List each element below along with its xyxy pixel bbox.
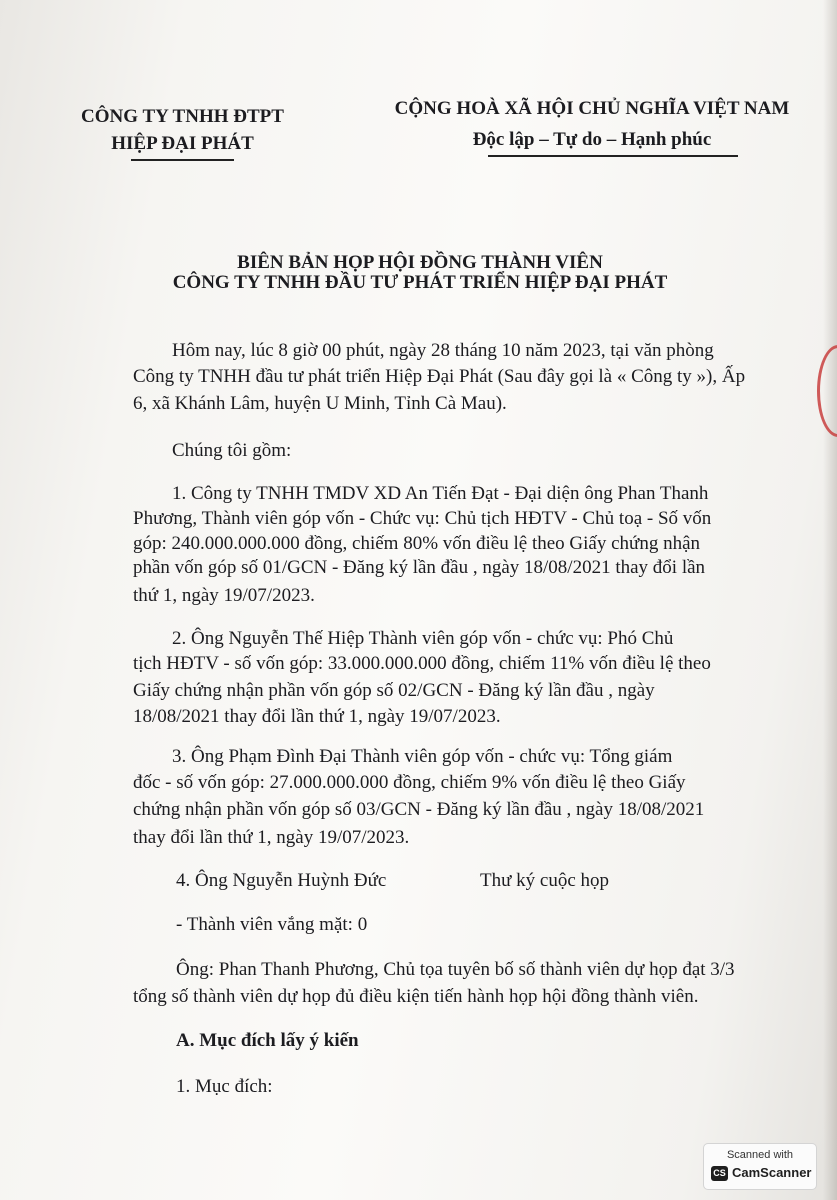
member3-line: chứng nhận phần vốn góp số 03/GCN - Đăng ký lần đầu , ngày 18/08/2021 — [133, 799, 705, 820]
member4-role: Thư ký cuộc họp — [480, 870, 610, 891]
attendees-label: Chúng tôi gồm: — [172, 440, 292, 461]
intro-line: Hôm nay, lúc 8 giờ 00 phút, ngày 28 tháng 10 năm 2023, tại văn phòng — [172, 340, 714, 361]
company-name-line2: HIỆP ĐẠI PHÁT — [111, 133, 254, 154]
member1-line: phần vốn góp số 01/GCN - Đăng ký lần đầu , ngày 18/08/2021 thay đổi lần — [133, 557, 706, 578]
company-underline — [131, 159, 234, 161]
national-motto: Độc lập – Tự do – Hạnh phúc — [472, 129, 712, 150]
member2-line: tịch HĐTV - số vốn góp: 33.000.000.000 đồng, chiếm 11% vốn điều lệ theo — [133, 653, 711, 674]
member1-line: thứ 1, ngày 19/07/2023. — [133, 585, 315, 606]
purpose-label: 1. Mục đích: — [176, 1076, 273, 1097]
intro-line: 6, xã Khánh Lâm, huyện U Minh, Tỉnh Cà Mau). — [133, 393, 507, 414]
member3-line: 3. Ông Phạm Đình Đại Thành viên góp vốn - chức vụ: Tổng giám — [172, 746, 673, 767]
member2-line: 18/08/2021 thay đổi lần thứ 1, ngày 19/07/2023. — [133, 706, 501, 727]
camscanner-name: CamScanner — [732, 1165, 812, 1180]
member2-line: Giấy chứng nhận phần vốn góp số 02/GCN - Đăng ký lần đầu , ngày — [133, 680, 655, 701]
quorum-line: Ông: Phan Thanh Phương, Chủ tọa tuyên bố số thành viên dự họp đạt 3/3 — [176, 959, 735, 980]
document-subtitle: CÔNG TY TNHH ĐẦU TƯ PHÁT TRIỂN HIỆP ĐẠI PHÁT — [172, 272, 668, 293]
member1-line: 1. Công ty TNHH TMDV XD An Tiến Đạt - Đại diện ông Phan Thanh — [172, 483, 709, 504]
intro-line: Công ty TNHH đầu tư phát triển Hiệp Đại Phát (Sau đây gọi là « Công ty »), Ấp — [133, 366, 746, 387]
member1-line: góp: 240.000.000.000 đồng, chiếm 80% vốn điều lệ theo Giấy chứng nhận — [133, 533, 701, 554]
member3-line: đốc - số vốn góp: 27.000.000.000 đồng, chiếm 9% vốn điều lệ theo Giấy — [133, 772, 686, 793]
absent-members: - Thành viên vắng mặt: 0 — [176, 914, 368, 935]
member4-name: 4. Ông Nguyễn Huỳnh Đức — [176, 870, 387, 891]
scanned-with-label: Scanned with — [726, 1149, 794, 1161]
camscanner-badge — [703, 1143, 817, 1190]
company-name-line1: CÔNG TY TNHH ĐTPT — [81, 106, 284, 127]
red-seal-edge — [817, 345, 837, 437]
quorum-line: tổng số thành viên dự họp đủ điều kiện tiến hành họp hội đồng thành viên. — [133, 986, 699, 1007]
nation-heading: CỘNG HOÀ XÃ HỘI CHỦ NGHĨA VIỆT NAM — [394, 98, 790, 119]
document-title: BIÊN BẢN HỌP HỘI ĐỒNG THÀNH VIÊN — [237, 252, 603, 273]
member3-line: thay đổi lần thứ 1, ngày 19/07/2023. — [133, 827, 410, 848]
page-edge-shadow — [823, 0, 837, 1200]
motto-underline — [488, 155, 738, 157]
member2-line: 2. Ông Nguyễn Thế Hiệp Thành viên góp vốn - chức vụ: Phó Chủ — [172, 628, 674, 649]
section-a-heading: A. Mục đích lấy ý kiến — [176, 1030, 359, 1051]
member1-line: Phương, Thành viên góp vốn - Chức vụ: Chủ tịch HĐTV - Chủ toạ - Số vốn — [133, 508, 712, 529]
camscanner-logo-icon: CS — [711, 1166, 728, 1181]
